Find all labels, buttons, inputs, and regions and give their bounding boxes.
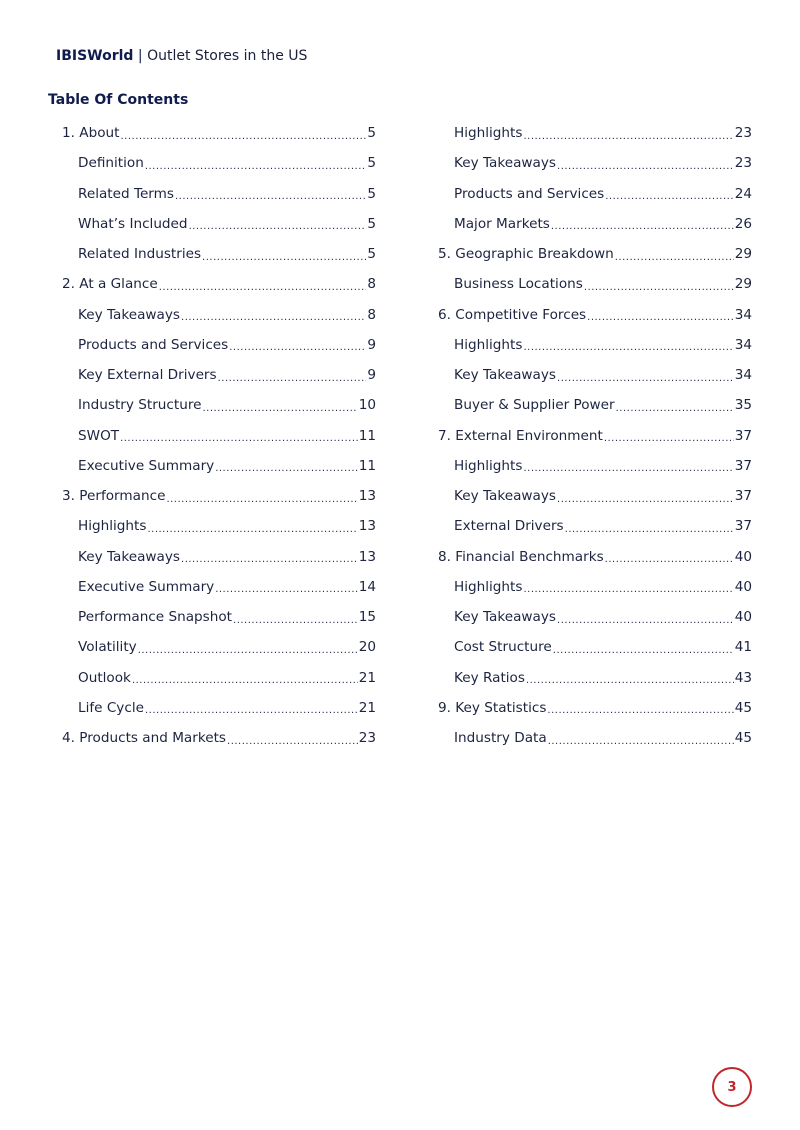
toc-entry-label: 7. External Environment (438, 427, 603, 444)
toc-entry-label: Key Takeaways (454, 155, 557, 172)
toc-entry-page: 26 (734, 215, 752, 232)
toc-entry[interactable] (62, 723, 376, 753)
toc-entry-page: 8 (367, 306, 376, 323)
toc-entry[interactable] (438, 663, 752, 693)
dot-leader (166, 494, 357, 505)
dot-leader (548, 736, 734, 747)
toc-entry[interactable] (438, 632, 752, 662)
toc-entry[interactable] (438, 511, 752, 541)
dot-leader (189, 221, 367, 232)
dot-leader (523, 584, 733, 595)
toc-entry-label: 1. About (62, 125, 120, 142)
toc-entry-page: 21 (358, 669, 376, 686)
toc-entry-label: Industry Structure (78, 397, 202, 414)
dot-leader (557, 161, 734, 172)
dot-leader (215, 463, 357, 474)
dot-leader (181, 312, 366, 323)
toc-entry-label: 4. Products and Markets (62, 730, 227, 747)
dot-leader (584, 282, 734, 293)
toc-entry-label: 9. Key Statistics (438, 699, 547, 716)
toc-entry-page: 9 (367, 367, 376, 384)
toc-entry[interactable] (62, 421, 376, 451)
toc-entry[interactable] (62, 390, 376, 420)
toc-entry-label: Highlights (454, 457, 523, 474)
dot-leader (616, 403, 734, 414)
toc-entry[interactable] (62, 300, 376, 330)
toc-entry[interactable] (438, 542, 752, 572)
toc-entry-label: Products and Services (454, 185, 605, 202)
dot-leader (565, 524, 734, 535)
toc-entry-page: 37 (734, 488, 752, 505)
toc-entry-page: 45 (734, 730, 752, 747)
toc-entry-label: SWOT (78, 427, 120, 444)
header-separator: | (137, 48, 143, 64)
dot-leader (233, 615, 358, 626)
dot-leader (202, 403, 357, 414)
toc-entry-page: 11 (358, 457, 376, 474)
toc-entry-page: 37 (734, 457, 752, 474)
dot-leader (523, 463, 733, 474)
toc-entry-label: Executive Summary (78, 457, 215, 474)
toc-entry-page: 15 (358, 609, 376, 626)
toc-entry[interactable] (438, 693, 752, 723)
dot-leader (147, 524, 357, 535)
toc-entry-page: 20 (358, 639, 376, 656)
dot-leader (547, 705, 733, 716)
toc-entry-label: Key Ratios (454, 669, 525, 686)
toc-entry[interactable] (438, 239, 752, 269)
toc-entry[interactable] (438, 269, 752, 299)
toc-entry-page: 37 (734, 518, 752, 535)
dot-leader (604, 433, 734, 444)
toc-entry[interactable] (438, 723, 752, 753)
toc-entry[interactable] (438, 300, 752, 330)
toc-entry-page: 29 (734, 246, 752, 263)
toc-entry-page: 43 (734, 669, 752, 686)
toc-entry-page: 40 (734, 609, 752, 626)
toc-entry-page: 10 (358, 397, 376, 414)
toc-entry[interactable] (62, 663, 376, 693)
toc-entry[interactable] (438, 148, 752, 178)
toc-entry-page: 34 (734, 306, 752, 323)
toc-entry[interactable] (62, 360, 376, 390)
toc-entry[interactable] (62, 693, 376, 723)
toc-entry-label: 5. Geographic Breakdown (438, 246, 614, 263)
toc-entry-page: 37 (734, 427, 752, 444)
toc-entry-page: 41 (734, 639, 752, 656)
toc-entry[interactable] (438, 330, 752, 360)
toc-entry-label: Key Takeaways (454, 488, 557, 505)
page-number: 3 (727, 1079, 737, 1095)
toc-entry[interactable] (62, 118, 376, 148)
toc-entry-page: 13 (358, 518, 376, 535)
toc-entry[interactable] (62, 330, 376, 360)
toc-entry[interactable] (438, 572, 752, 602)
dot-leader (159, 282, 367, 293)
toc-entry-label: Key Takeaways (78, 548, 181, 565)
toc-entry[interactable] (438, 451, 752, 481)
report-title: Outlet Stores in the US (147, 48, 308, 64)
toc-entry-label: Life Cycle (78, 699, 144, 716)
toc-entry-page: 5 (367, 246, 376, 263)
dot-leader (551, 221, 734, 232)
toc-entry-label: Highlights (454, 336, 523, 353)
dot-leader (215, 584, 357, 595)
toc-entry[interactable] (62, 148, 376, 178)
page-number-badge (712, 1067, 752, 1107)
toc-entry[interactable] (62, 451, 376, 481)
toc-entry[interactable] (438, 602, 752, 632)
toc-entry-label: Performance Snapshot (78, 609, 233, 626)
toc-entry-label: Definition (78, 155, 144, 172)
toc-entry[interactable] (62, 511, 376, 541)
toc-entry-page: 11 (358, 427, 376, 444)
toc-entry-label: External Drivers (454, 518, 564, 535)
dot-leader (132, 675, 358, 686)
dot-leader (557, 615, 734, 626)
toc-entry[interactable] (62, 481, 376, 511)
dot-leader (553, 645, 734, 656)
toc-entry-page: 34 (734, 367, 752, 384)
toc-entry-label: Key Takeaways (454, 367, 557, 384)
toc-entry[interactable] (438, 118, 752, 148)
toc-entry-label: Executive Summary (78, 578, 215, 595)
toc-entry[interactable] (438, 421, 752, 451)
toc-entry-label: Volatility (78, 639, 137, 656)
dot-leader (227, 736, 358, 747)
toc-entry[interactable] (438, 360, 752, 390)
toc-entry-label: Industry Data (454, 730, 547, 747)
toc-entry-page: 23 (358, 730, 376, 747)
dot-leader (138, 645, 358, 656)
toc-left-column (62, 118, 376, 753)
toc-entry-label: 6. Competitive Forces (438, 306, 587, 323)
toc-entry[interactable] (62, 209, 376, 239)
dot-leader (218, 373, 367, 384)
toc-right-column (438, 118, 752, 753)
dot-leader (175, 191, 366, 202)
toc-entry-page: 45 (734, 699, 752, 716)
toc-entry[interactable] (62, 239, 376, 269)
toc-entry[interactable] (62, 602, 376, 632)
toc-entry[interactable] (62, 269, 376, 299)
toc-entry-page: 5 (367, 155, 376, 172)
dot-leader (181, 554, 358, 565)
dot-leader (615, 252, 734, 263)
toc-entry-label: Cost Structure (454, 639, 552, 656)
toc-entry-page: 34 (734, 336, 752, 353)
toc-entry-page: 9 (367, 336, 376, 353)
toc-entry[interactable] (62, 179, 376, 209)
toc-entry-page: 40 (734, 548, 752, 565)
dot-leader (145, 161, 367, 172)
toc-entry[interactable] (62, 572, 376, 602)
toc-entry-page: 23 (734, 155, 752, 172)
dot-leader (523, 131, 733, 142)
toc-entry-label: Buyer & Supplier Power (454, 397, 615, 414)
dot-leader (145, 705, 358, 716)
toc-entry-page: 5 (367, 185, 376, 202)
document-header (56, 48, 307, 64)
toc-entry-label: 2. At a Glance (62, 276, 158, 293)
dot-leader (557, 494, 734, 505)
toc-entry-label: Major Markets (454, 215, 550, 232)
toc-entry-label: 8. Financial Benchmarks (438, 548, 604, 565)
toc-entry-label: 3. Performance (62, 488, 166, 505)
dot-leader (202, 252, 366, 263)
toc-entry-label: Highlights (78, 518, 147, 535)
brand-name: IBISWorld (56, 48, 134, 64)
toc-entry-page: 13 (358, 488, 376, 505)
toc-entry-page: 23 (734, 125, 752, 142)
toc-entry-label: Related Industries (78, 246, 202, 263)
toc-entry-label: Business Locations (454, 276, 583, 293)
dot-leader (587, 312, 734, 323)
toc-entry[interactable] (62, 632, 376, 662)
toc-entry-page: 5 (367, 125, 376, 142)
toc-entry-label: Key External Drivers (78, 367, 217, 384)
toc-entry-page: 21 (358, 699, 376, 716)
toc-entry-page: 35 (734, 397, 752, 414)
toc-entry[interactable] (438, 481, 752, 511)
toc-entry-label: Key Takeaways (78, 306, 181, 323)
toc-entry-label: Highlights (454, 125, 523, 142)
dot-leader (605, 191, 733, 202)
toc-entry-page: 13 (358, 548, 376, 565)
toc-entry-label: Key Takeaways (454, 609, 557, 626)
dot-leader (526, 675, 734, 686)
toc-entry-page: 40 (734, 578, 752, 595)
toc-entry-page: 8 (367, 276, 376, 293)
dot-leader (605, 554, 734, 565)
dot-leader (557, 373, 734, 384)
toc-entry[interactable] (438, 390, 752, 420)
toc-entry[interactable] (438, 209, 752, 239)
dot-leader (229, 342, 366, 353)
toc-entry-label: What’s Included (78, 215, 188, 232)
toc-entry-page: 29 (734, 276, 752, 293)
toc-entry-label: Products and Services (78, 336, 229, 353)
toc-entry-label: Highlights (454, 578, 523, 595)
dot-leader (120, 131, 366, 142)
toc-entry-page: 24 (734, 185, 752, 202)
toc-entry[interactable] (438, 179, 752, 209)
toc-entry-page: 14 (358, 578, 376, 595)
toc-entry-page: 5 (367, 215, 376, 232)
dot-leader (523, 342, 733, 353)
dot-leader (120, 433, 358, 444)
toc-entry-label: Outlook (78, 669, 131, 686)
toc-heading: Table Of Contents (48, 92, 189, 108)
toc-entry-label: Related Terms (78, 185, 174, 202)
toc-entry[interactable] (62, 542, 376, 572)
